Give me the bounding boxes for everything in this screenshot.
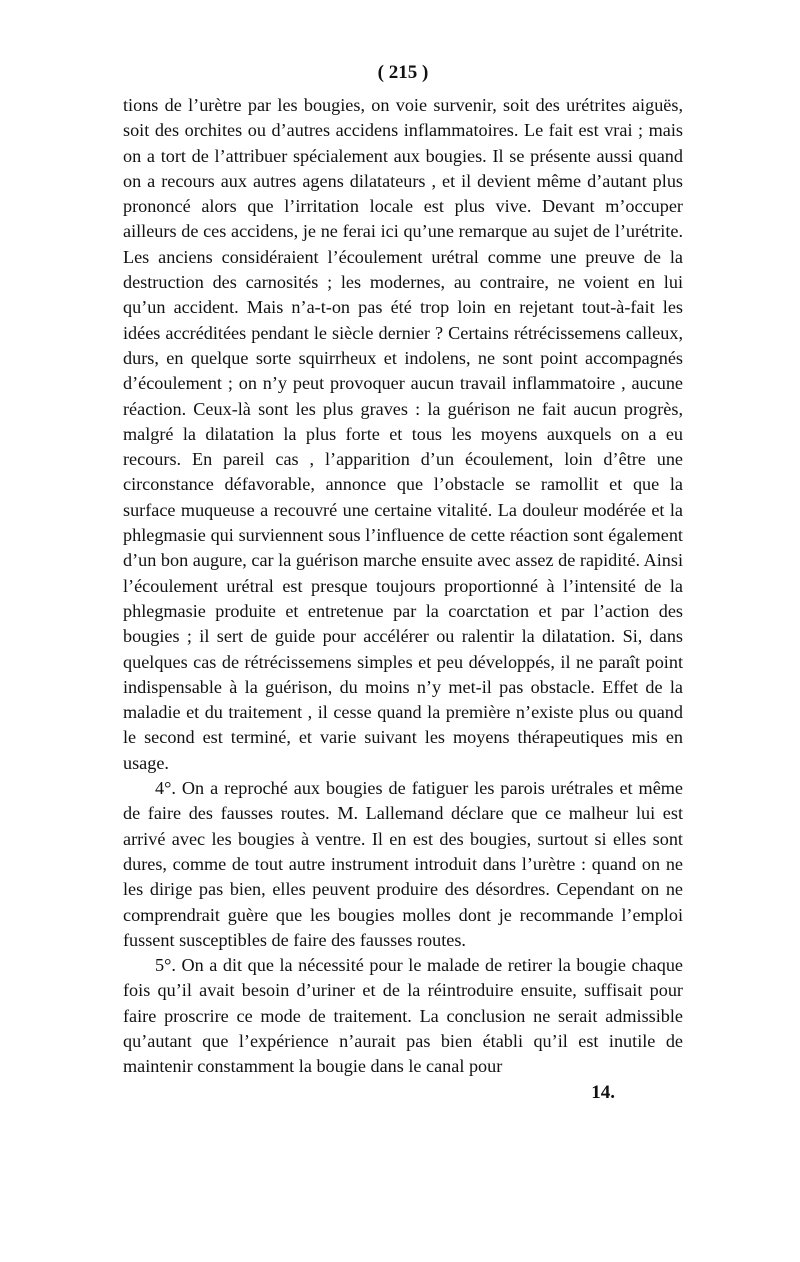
paragraph-point-5: 5°. On a dit que la nécessité pour le malade de retirer la bougie chaque fois qu’il avait besoin d’uriner et de la réintroduire ensuite, suffisait pour faire proscrire ce mode de traitement. La conclusion ne serait admissible qu’autant que l’expérience n’aurait pas bien établi qu’il est inutile de maintenir constamment la bougie dans le canal pour: [123, 955, 683, 1077]
signature-mark: 14.: [591, 1081, 615, 1103]
page-number: ( 215 ): [377, 62, 429, 83]
paragraph-point-4: 4°. On a reproché aux bougies de fatiguer les parois urétrales et même de faire des fausses routes. M. Lallemand déclare que ce malheur lui est arrivé avec les bougies à ventre. Il en est des bougies, surtout si elles sont dures, comme de tout autre instrument introduit dans l’urètre : quand on ne les dirige pas bien, elles peuvent produire des désordres. Cependant on ne comprendrait guère que les bougies molles dont je recommande l’emploi fussent susceptibles de faire des fausses routes.: [123, 778, 683, 950]
paragraph-continuation: tions de l’urètre par les bougies, on voie survenir, soit des urétrites aiguës, soit des orchites ou d’autres accidens inflammatoires. Le fait est vrai ; mais on a tort de l’attribuer spécialement aux bougies. Il se présente aussi quand on a recours aux autres agens dilatateurs , et il devient même d’autant plus prononcé alors que l’irritation locale est plus vive. Devant m’occuper ailleurs de ces accidens, je ne ferai ici qu’une remarque au sujet de l’urétrite. Les anciens considéraient l’écoulement urétral comme une preuve de la destruction des carnosités ; les modernes, au contraire, ne voient en lui qu’un accident. Mais n’a-t-on pas été trop loin en rejetant tout-à-fait les idées accréditées pendant le siècle dernier ? Certains rétrécissemens calleux, durs, en quelque sorte squirrheux et indolens, ne sont point accompagnés d’écoulement ; on n’y peut provoquer aucun travail inflammatoire , aucune réaction. Ceux-là sont les plus graves : la guérison ne fait aucun progrès, malgré la dilatation la plus forte et tous les moyens auxquels on a eu recours. En pareil cas , l’apparition d’un écoulement, loin d’être une circonstance défavorable, annonce que l’obstacle se ramollit et que la surface muqueuse a recouvré une certaine vitalité. La douleur modérée et la phlegmasie qui surviennent sous l’influence de cette réaction sont également d’un bon augure, car la guérison marche ensuite avec assez de rapidité. Ainsi l’écoulement urétral est presque toujours proportionné à l’intensité de la phlegmasie produite et entretenue par la coarctation et par l’action des bougies ; il sert de guide pour accélérer ou ralentir la dilatation. Si, dans quelques cas de rétrécissemens simples et peu développés, il ne paraît point indispensable à la guérison, du moins n’y met-il pas obstacle. Effet de la maladie et du traitement , il cesse quand la première n’existe plus ou quand le second est terminé, et varie suivant les moyens thérapeutiques mis en usage.: [123, 95, 683, 773]
book-page: [123, 58, 683, 1106]
